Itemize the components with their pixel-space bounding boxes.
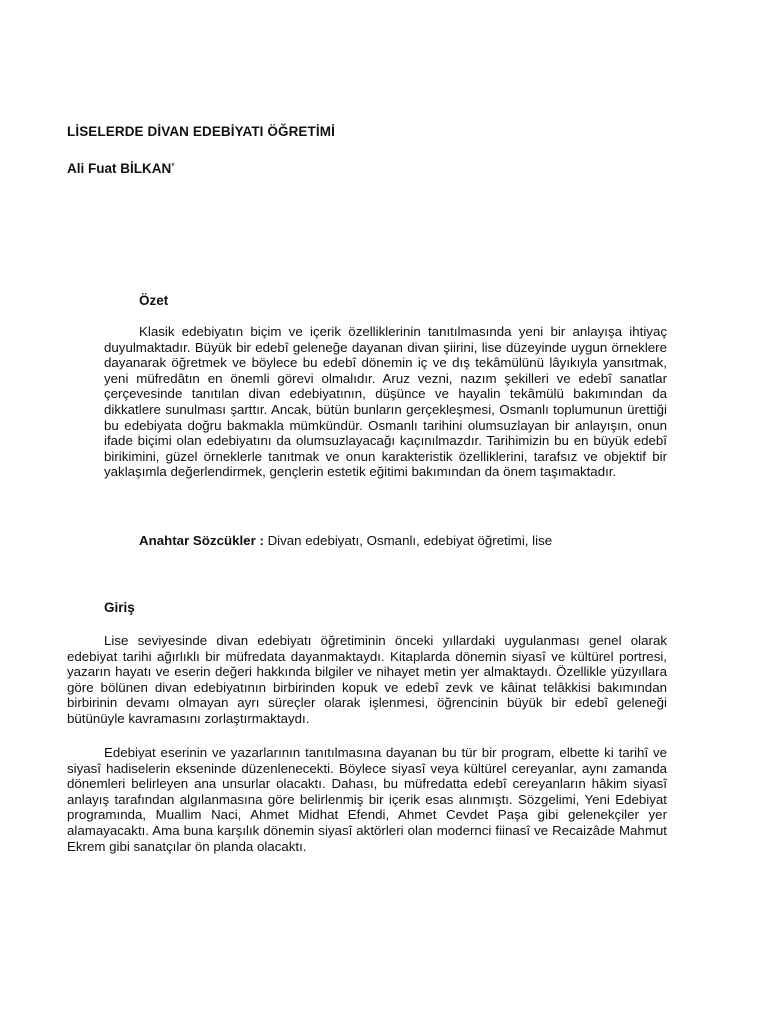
intro-paragraph-1: Lise seviyesinde divan edebiyatı öğretiminin önceki yıllardaki uygulanması genel olarak edebiyat tarihi ağırlıklı bir müfredata dayanmaktaydı. Kitaplarda dönemin siyasî ve kültürel portresi, yazarın hayatı ve eserin değeri hakkında bilgiler ve nihayet metin yer almaktaydı. Özellikle yüzyıllara göre bölünen divan edebiyatının birbirinden kopuk ve edebî zevk ve kâinat telâkkisi bakımından birbirinin devamı olmayan ayrı süreçler olarak işlenmesi, öğrencinin büyük bir edebî geleneği bütünüyle kavramasını zorlaştırmaktaydı. <box>67 633 667 726</box>
abstract-heading: Özet <box>139 293 169 308</box>
author-name-text: Ali Fuat BİLKAN <box>67 161 172 176</box>
abstract-body: Klasik edebiyatın biçim ve içerik özelliklerinin tanıtılmasında yeni bir anlayışa ihtiyaç duyulmaktadır. Büyük bir edebî geleneğe dayanan divan şiirini, lise düzeyinde uygun örneklere dayanarak öğretmek ve böylece bu edebî dönemin iç ve dış tekâmülünü lâyıkıyla yansıtmak, yeni müfredâtın en önemli görevi olmalıdır. Aruz vezni, nazım şekilleri ve edebî sanatlar çerçevesinde tanıtılan divan edebiyatının, düşünce ve hayalin tekâmülü bakımından da dikkatlere sunulması şarttır. Ancak, bütün bunların gerçekleşmesi, Osmanlı toplumunun ürettiği bu edebiyata doğru bakmakla mümkündür. Osmanlı tarihini olumsuzlayan bir anlayışın, onun ifade biçimi olan edebiyatını da olumsuzlayacağı kaçınılmazdır. Tarihimizin bu en büyük edebî birikimini, güzel örneklerle tanıtmak ve onun karakteristik özelliklerini, tarafsız ve objektif bir yaklaşımla değerlendirmek, gençlerin estetik eğitimi bakımından da önem taşımaktadır. <box>104 324 667 480</box>
keywords-label: Anahtar Sözcükler : <box>139 533 264 548</box>
keywords-value: Divan edebiyatı, Osmanlı, edebiyat öğretimi, lise <box>263 533 553 548</box>
author-footnote-mark: * <box>171 161 175 171</box>
author-name <box>67 161 175 176</box>
document-title: LİSELERDE DİVAN EDEBİYATI ÖĞRETİMİ <box>67 124 335 139</box>
intro-paragraph-2: Edebiyat eserinin ve yazarlarının tanıtılmasına dayanan bu tür bir program, elbette ki tarihî ve siyasî hadiselerin ekseninde düzenlenecekti. Böylece siyasî veya kültürel cereyanlar, aynı zamanda dönemleri belirleyen ana unsurlar olacaktı. Dahası, bu müfredatta edebî cereyanların hâkim siyasî anlayış tarafından algılanmasına göre belirlenmiş bir içerik esas alınmıştı. Sözgelimi, Yeni Edebiyat programında, Muallim Naci, Ahmet Midhat Efendi, Ahmet Cevdet Paşa gibi gelenekçiler yer alamayacaktı. Ama buna karşılık dönemin siyasî aktörleri olan modernci fiinasî ve Recaizâde Mahmut Ekrem gibi sanatçılar ön planda olacaktı. <box>67 745 667 854</box>
intro-heading: Giriş <box>104 600 135 615</box>
keywords-line <box>139 533 552 548</box>
